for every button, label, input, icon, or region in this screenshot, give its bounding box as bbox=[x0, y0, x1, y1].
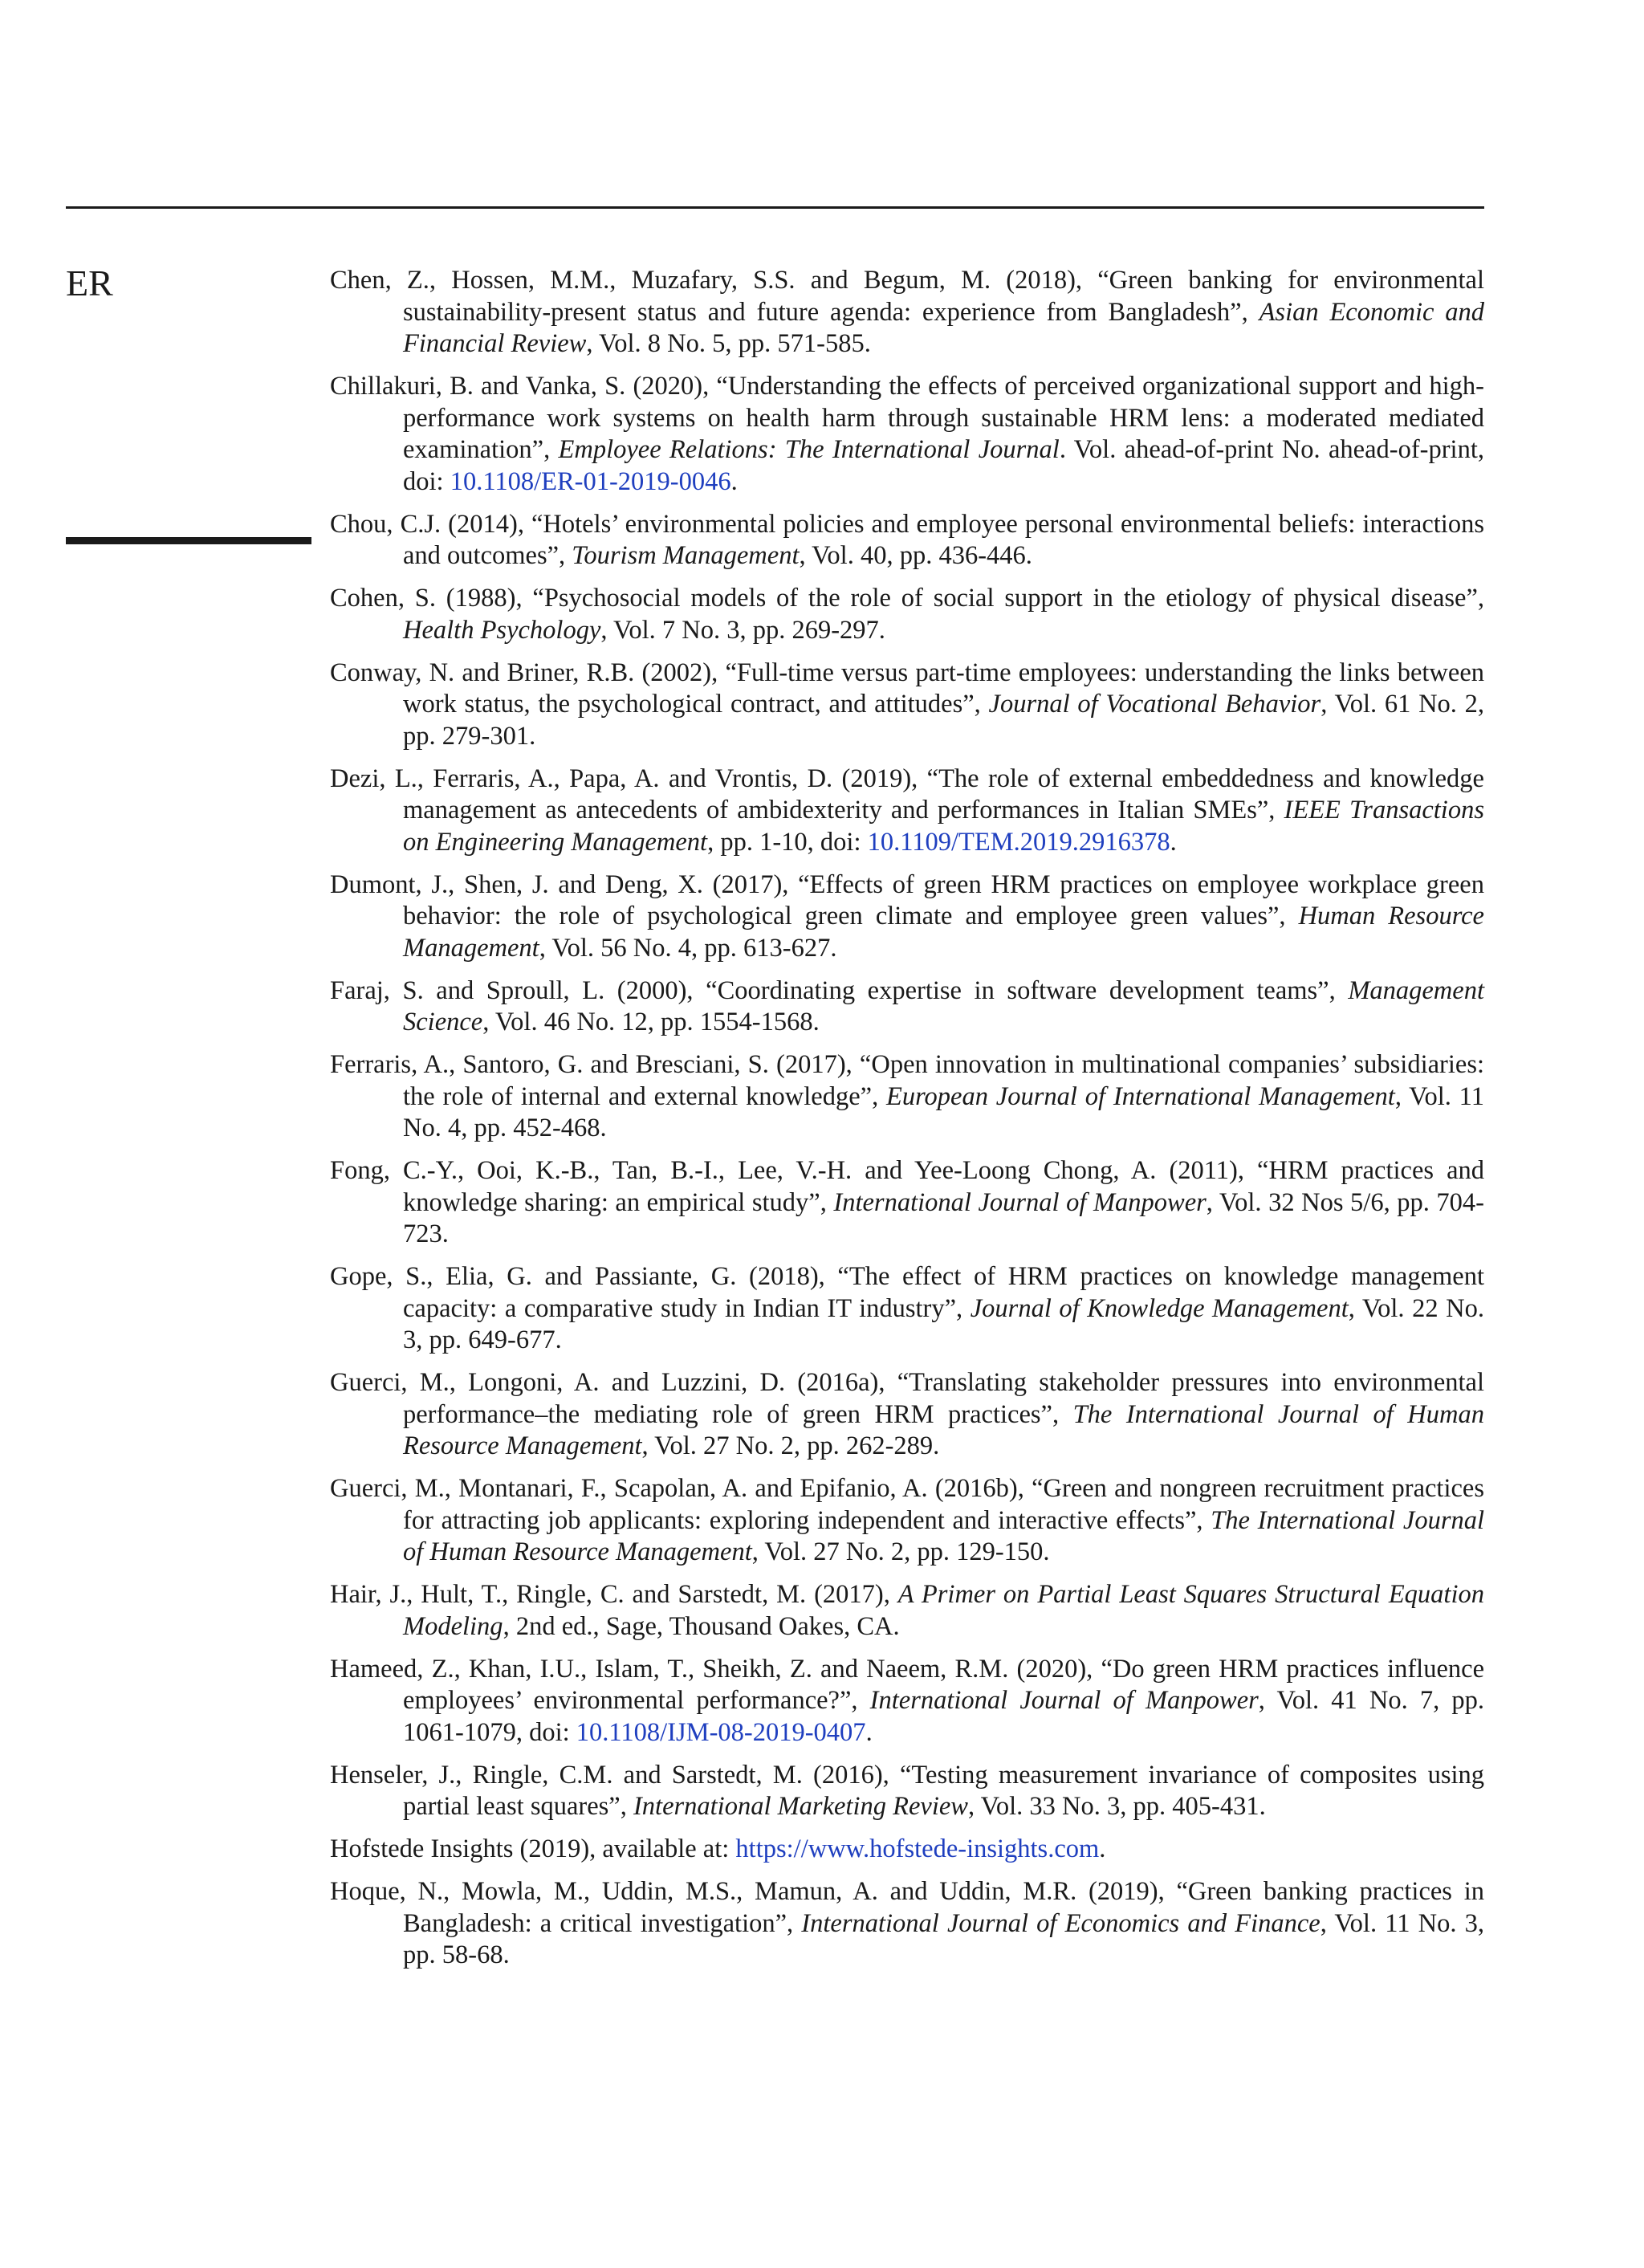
reference-end: . bbox=[865, 1717, 873, 1747]
reference-doi-prefix: doi: bbox=[529, 1717, 576, 1747]
reference-doi-prefix: doi: bbox=[403, 466, 450, 496]
reference-item bbox=[330, 763, 1484, 859]
reference-journal: International Journal of Economics and Finance bbox=[801, 1908, 1320, 1938]
reference-tail: , Vol. 7 No. 3, pp. 269-297. bbox=[600, 615, 885, 645]
reference-journal: Asian Economic and Financial Review bbox=[403, 297, 1485, 358]
reference-journal: International Journal of Manpower bbox=[869, 1686, 1259, 1715]
reference-tail: , Vol. 22 No. 3, pp. 649-677. bbox=[403, 1293, 1484, 1354]
reference-item bbox=[330, 509, 1484, 572]
reference-doi-link[interactable]: 10.1108/ER-01-2019-0046 bbox=[450, 466, 731, 496]
reference-item bbox=[330, 1760, 1484, 1823]
reference-journal: Journal of Knowledge Management bbox=[970, 1293, 1349, 1323]
reference-journal: Health Psychology bbox=[403, 615, 601, 645]
reference-tail: , Vol. 40, pp. 436-446. bbox=[799, 541, 1032, 570]
reference-tail: , Vol. 56 No. 4, pp. 613-627. bbox=[539, 933, 837, 963]
reference-tail: , Vol. 33 No. 3, pp. 405-431. bbox=[967, 1792, 1266, 1821]
reference-tail: , 2nd ed., Sage, Thousand Oakes, CA. bbox=[503, 1611, 900, 1641]
reference-journal: Management Science bbox=[403, 975, 1484, 1036]
reference-item bbox=[330, 1367, 1484, 1463]
reference-journal: IEEE Transactions on Engineering Management bbox=[403, 796, 1484, 857]
reference-item bbox=[330, 583, 1484, 646]
reference-item bbox=[330, 1261, 1484, 1357]
reference-journal: European Journal of International Management bbox=[886, 1081, 1395, 1111]
reference-item bbox=[330, 371, 1484, 498]
reference-lead: Dumont, J., Shen, J. and Deng, X. (2017), “Effects of green HRM practices on employee workplace green behavior: the role of psychological green climate and employee green values”, bbox=[330, 869, 1484, 930]
reference-journal: A Primer on Partial Least Squares Structural Equation Modeling bbox=[403, 1580, 1484, 1641]
reference-lead: Ferraris, A., Santoro, G. and Bresciani, S. (2017), “Open innovation in multinational companies’ subsidiaries: the role of internal and external knowledge”, bbox=[330, 1050, 1484, 1111]
reference-tail: , Vol. 41 No. 7, pp. 1061-1079, bbox=[403, 1686, 1484, 1747]
reference-tail: , Vol. 27 No. 2, pp. 262-289. bbox=[641, 1431, 940, 1460]
reference-end: . bbox=[1170, 827, 1177, 857]
reference-item bbox=[330, 975, 1484, 1039]
reference-journal: Tourism Management bbox=[572, 541, 800, 570]
reference-tail: , Vol. 61 No. 2, pp. 279-301. bbox=[403, 690, 1484, 751]
reference-journal: International Journal of Manpower bbox=[833, 1187, 1207, 1217]
reference-lead: Henseler, J., Ringle, C.M. and Sarstedt, M. (2016), “Testing measurement invariance of composites using partial least squares”, bbox=[330, 1760, 1484, 1821]
reference-journal: International Marketing Review bbox=[633, 1792, 968, 1821]
reference-lead: Hameed, Z., Khan, I.U., Islam, T., Sheikh, Z. and Naeem, R.M. (2020), “Do green HRM practices influence employees’ environmental performance?”, bbox=[330, 1654, 1484, 1715]
reference-item bbox=[330, 1049, 1484, 1145]
reference-item bbox=[330, 658, 1484, 753]
reference-tail: . Vol. ahead-of-print No. ahead-of-print, bbox=[1059, 435, 1484, 464]
reference-tail: , pp. 1-10, bbox=[707, 827, 820, 857]
reference-tail: , Vol. 11 No. 4, pp. 452-468. bbox=[403, 1081, 1484, 1142]
reference-lead: Hair, J., Hult, T., Ringle, C. and Sarstedt, M. (2017), bbox=[330, 1580, 898, 1609]
reference-journal: Journal of Vocational Behavior bbox=[988, 690, 1321, 719]
reference-journal: Human Resource Management bbox=[403, 902, 1484, 963]
reference-item bbox=[330, 1155, 1484, 1251]
reference-item bbox=[330, 869, 1484, 965]
reference-doi-link[interactable]: 10.1108/IJM-08-2019-0407 bbox=[576, 1717, 866, 1747]
reference-lead: Gope, S., Elia, G. and Passiante, G. (2018), “The effect of HRM practices on knowledge management capacity: a comparative study in Indian IT industry”, bbox=[330, 1262, 1484, 1323]
reference-lead: Guerci, M., Montanari, F., Scapolan, A. and Epifanio, A. (2016b), “Green and nongreen recruitment practices for attracting job applicants: exploring independent and interactive effects”, bbox=[330, 1474, 1484, 1535]
reference-lead: Conway, N. and Briner, R.B. (2002), “Full-time versus part-time employees: understanding the links between work status, the psychological contract, and attitudes”, bbox=[330, 658, 1484, 719]
journal-code: ER bbox=[66, 263, 113, 303]
reference-item bbox=[330, 1876, 1484, 1972]
reference-tail: , Vol. 46 No. 12, pp. 1554-1568. bbox=[482, 1008, 820, 1036]
reference-lead: Guerci, M., Longoni, A. and Luzzini, D. (2016a), “Translating stakeholder pressures into environmental performance–the mediating role of green HRM practices”, bbox=[330, 1368, 1484, 1429]
reference-end: . bbox=[730, 466, 738, 496]
reference-lead: Hoque, N., Mowla, M., Uddin, M.S., Mamun, A. and Uddin, M.R. (2019), “Green banking practices in Bangladesh: a critical investigation”, bbox=[330, 1877, 1484, 1938]
reference-lead: Cohen, S. (1988), “Psychosocial models of the role of social support in the etiology of physical disease”, bbox=[330, 584, 1484, 613]
header-rule bbox=[66, 206, 1484, 209]
reference-end: . bbox=[1099, 1834, 1106, 1863]
reference-tail: , Vol. 32 Nos 5/6, pp. 704-723. bbox=[403, 1187, 1484, 1248]
reference-item bbox=[330, 1473, 1484, 1569]
reference-tail: , Vol. 8 No. 5, pp. 571-585. bbox=[586, 329, 871, 358]
reference-lead: Chillakuri, B. and Vanka, S. (2020), “Understanding the effects of perceived organizational support and high-performance work systems on health harm through sustainable HRM lens: a moderated mediated examination”, bbox=[330, 372, 1484, 464]
reference-tail: , Vol. 27 No. 2, pp. 129-150. bbox=[751, 1537, 1050, 1566]
reference-doi-link[interactable]: https://www.hofstede-insights.com bbox=[735, 1834, 1100, 1863]
reference-lead: Dezi, L., Ferraris, A., Papa, A. and Vrontis, D. (2019), “The role of external embeddedness and knowledge management as antecedents of ambidexterity and performances in Italian SMEs”, bbox=[330, 763, 1484, 825]
reference-item bbox=[330, 1654, 1484, 1749]
reference-doi-prefix: doi: bbox=[820, 827, 868, 857]
reference-tail: , Vol. 11 No. 3, pp. 58-68. bbox=[403, 1908, 1484, 1969]
reference-journal: The International Journal of Human Resource Management bbox=[403, 1399, 1484, 1460]
reference-lead: Faraj, S. and Sproull, L. (2000), “Coordinating expertise in software development teams”, bbox=[330, 975, 1349, 1005]
reference-list bbox=[330, 265, 1484, 1982]
reference-lead: Hofstede Insights (2019), available at: bbox=[330, 1834, 736, 1863]
reference-item bbox=[330, 265, 1484, 360]
reference-journal: The International Journal of Human Resource Management bbox=[403, 1505, 1484, 1566]
margin-rule bbox=[66, 537, 311, 544]
reference-lead: Chou, C.J. (2014), “Hotels’ environmental policies and employee personal environmental beliefs: interactions and outcomes”, bbox=[330, 509, 1484, 570]
reference-lead: Chen, Z., Hossen, M.M., Muzafary, S.S. and Begum, M. (2018), “Green banking for environmental sustainability-present status and future agenda: experience from Bangladesh”, bbox=[330, 266, 1484, 327]
reference-item bbox=[330, 1579, 1484, 1643]
reference-doi-link[interactable]: 10.1109/TEM.2019.2916378 bbox=[867, 827, 1170, 857]
reference-journal: Employee Relations: The International Journal bbox=[558, 435, 1060, 464]
reference-lead: Fong, C.-Y., Ooi, K.-B., Tan, B.-I., Lee, V.-H. and Yee-Loong Chong, A. (2011), “HRM practices and knowledge sharing: an empirical study”, bbox=[330, 1156, 1484, 1217]
reference-item bbox=[330, 1834, 1484, 1866]
